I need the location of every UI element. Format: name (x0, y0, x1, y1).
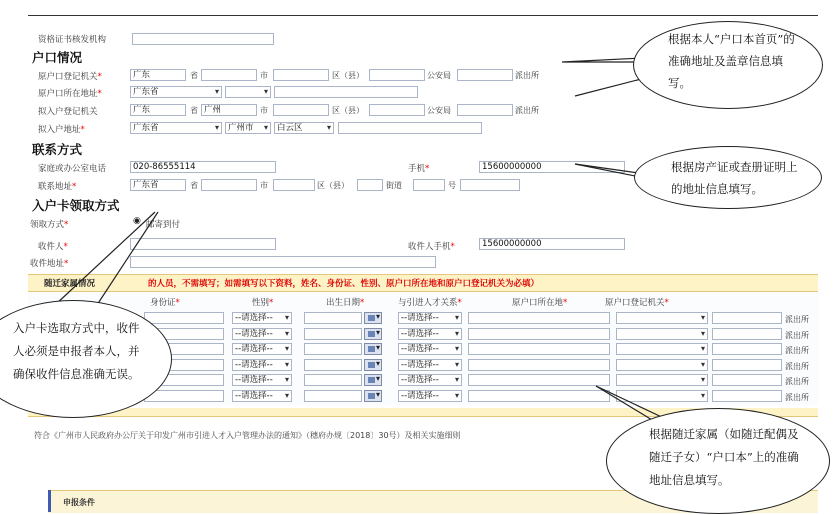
province-unit: 省 (190, 106, 198, 115)
household-section-title: 户口情况 (32, 50, 83, 65)
gender-select[interactable]: --请选择-- ▾ (232, 312, 292, 324)
gender-select[interactable]: --请选择-- ▾ (232, 343, 292, 355)
contact-address-label: 联系地址* (38, 182, 77, 192)
conditions-title: 申报条件 (63, 498, 95, 507)
planned-address-label: 拟入户地址* (38, 125, 85, 135)
phone-input[interactable]: 020-86555114 (130, 161, 276, 173)
mobile-label: 手机* (408, 164, 430, 174)
station-unit: 派出所 (515, 106, 539, 115)
recipient-mobile-input[interactable]: 15600000000 (479, 238, 625, 250)
callout-left: 入户卡选取方式中，收件人必须是申报者本人，并确保收件信息准确无误。 (0, 300, 172, 418)
reg-office-label: 原户口登记机关* (38, 72, 102, 82)
bureau-unit: 公安局 (427, 106, 451, 115)
contact-address-province-input[interactable]: 广东省 (130, 179, 186, 191)
gender-select[interactable]: --请选择-- ▾ (232, 390, 292, 402)
relation-select[interactable]: --请选择-- ▾ (398, 390, 462, 402)
number-unit: 号 (448, 181, 456, 190)
gender-select[interactable]: --请选择-- ▾ (232, 328, 292, 340)
city-unit: 市 (260, 71, 268, 80)
family-column-header: 原户口所在地* (512, 298, 568, 308)
bureau-unit: 公安局 (427, 71, 451, 80)
relation-select[interactable]: --请选择-- ▾ (398, 374, 462, 386)
family-column-header: 性别* (252, 298, 274, 308)
province-unit: 省 (190, 181, 198, 190)
province-unit: 省 (190, 71, 198, 80)
district-unit: 区（县） (317, 181, 349, 190)
city-unit: 市 (260, 106, 268, 115)
station-unit: 派出所 (785, 392, 809, 402)
recipient-label: 收件人* (38, 242, 68, 252)
planned-address-province-select[interactable]: 广东省 ▾ (130, 122, 222, 134)
recipient-address-label: 收件地址* (30, 259, 69, 269)
family-title: 随迁家属情况 (44, 279, 96, 289)
card-method-option: 邮寄到付 (146, 220, 181, 230)
district-unit: 区（县） (332, 106, 364, 115)
relation-select[interactable]: --请选择-- ▾ (398, 359, 462, 371)
reg-office-province-input[interactable]: 广东 (130, 69, 186, 81)
station-unit: 派出所 (785, 361, 809, 371)
family-column-header: 出生日期* (326, 298, 365, 308)
planned-office-city-input[interactable]: 广州 (201, 104, 257, 116)
phone-label: 家庭或办公室电话 (38, 164, 107, 174)
card-method-label: 领取方式* (30, 220, 69, 230)
planned-address-city-select[interactable]: 广州市 ▾ (225, 122, 271, 134)
callout-top: 根据本人“户口本首页”的准确地址及盖章信息填写。 (633, 21, 823, 109)
planned-office-label: 拟入户登记机关 (38, 107, 98, 117)
callout-middle: 根据房产证或查册证明上的地址信息填写。 (634, 146, 822, 209)
family-notice: 的人员，不需填写；如需填写以下资料，姓名、身份证、性别、原户口所在地和原户口登记机关为必填） (148, 279, 540, 289)
contact-section-title: 联系方式 (32, 142, 83, 157)
gender-select[interactable]: --请选择-- ▾ (232, 359, 292, 371)
gender-select[interactable]: --请选择-- ▾ (232, 374, 292, 386)
card-method-radio[interactable]: ◉ (133, 216, 141, 226)
address-province-select[interactable]: 广东省 ▾ (130, 86, 222, 98)
card-section-title: 入户卡领取方式 (32, 198, 120, 213)
district-unit: 区（县） (332, 71, 364, 80)
city-unit: 市 (260, 181, 268, 190)
family-column-header: 与引进人才关系* (398, 298, 462, 308)
station-unit: 派出所 (785, 315, 809, 324)
planned-address-district-select[interactable]: 白云区 ▾ (274, 122, 334, 134)
street-unit: 街道 (386, 181, 402, 190)
station-unit: 派出所 (785, 330, 809, 340)
relation-select[interactable]: --请选择-- ▾ (398, 343, 462, 355)
station-unit: 派出所 (785, 346, 809, 355)
relation-select[interactable]: --请选择-- ▾ (398, 312, 462, 324)
station-unit: 派出所 (515, 71, 539, 80)
qualification-label: 资格证书核发机构 (38, 35, 107, 45)
address-label: 原户口所在地址* (38, 89, 102, 99)
family-column-header: 身份证* (150, 298, 180, 308)
callout-bottom: 根据随迁家属（如随迁配偶及随迁子女）“户口本”上的准确地址信息填写。 (606, 408, 830, 514)
recipient-mobile-label: 收件人手机* (408, 242, 455, 252)
planned-office-province-input[interactable]: 广东 (130, 104, 186, 116)
policy-footer-text: 符合《广州市人民政府办公厅关于印发广州市引进人才入户管理办法的通知》（穗府办规〔2018〕30号）及相关实施细则 (34, 431, 461, 440)
relation-select[interactable]: --请选择-- ▾ (398, 328, 462, 340)
family-column-header: 原户口登记机关* (605, 298, 669, 308)
station-unit: 派出所 (785, 377, 809, 386)
mobile-input[interactable]: 15600000000 (479, 161, 625, 173)
